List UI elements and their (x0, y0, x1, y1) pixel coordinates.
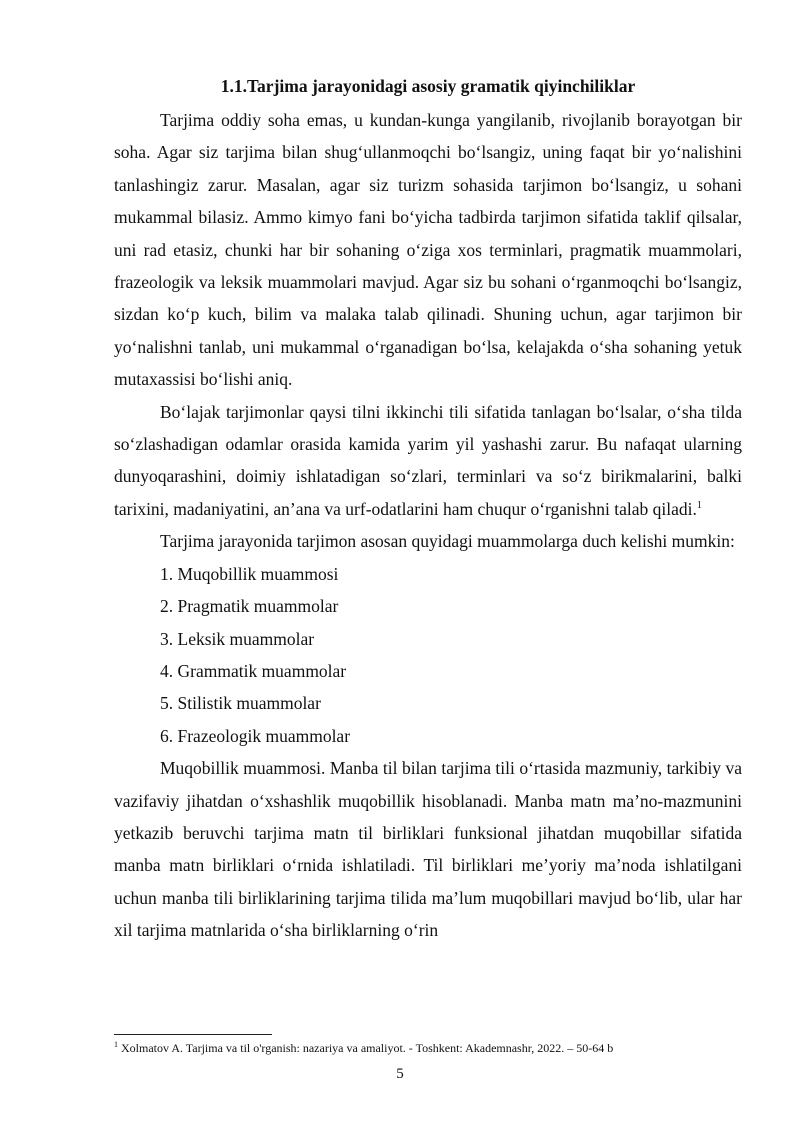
footnote-text: Xolmatov A. Tarjima va til o'rganish: nazariya va amaliyot. - Toshkent: Akademnashr, 2022. – 50-64 b (121, 1041, 614, 1055)
paragraph-translators (114, 396, 742, 526)
problems-list (114, 558, 742, 752)
section-heading: 1.1.Tarjima jarayonidagi asosiy gramatik qiyinchiliklar (220, 76, 636, 96)
page-number: 5 (396, 1066, 404, 1082)
footnote-reference[interactable]: 1 (696, 500, 702, 512)
paragraph-problems-intro: Tarjima jarayonida tarjimon asosan quyidagi muammolarga duch kelishi mumkin: (160, 531, 735, 552)
list-item: 6. Frazeologik muammolar (160, 725, 351, 746)
list-item: 4. Grammatik muammolar (160, 660, 347, 681)
footnote-number: 1 (114, 1040, 118, 1049)
document-page (114, 72, 742, 947)
paragraph-translators-text: Bo‘lajak tarjimonlar qaysi tilni ikkinchi tili sifatida tanlagan bo‘lsalar, o‘sha tilda so‘zlashadigan odamlar orasida kamida yarim yil yashashi zarur. Bu nafaqat ularning dunyoqarashini, doimiy ishlatadigan so‘zlari, terminlari va so‘z birikmalarini, balki tarixini, madaniyatini, an’ana va urf-odatlarini ham chuqur o‘rganishni talab qiladi. (114, 401, 742, 519)
list-item: 5. Stilistik muammolar (160, 693, 321, 714)
paragraph-equivalence: Muqobillik muammosi. Manba til bilan tarjima tili o‘rtasida mazmuniy, tarkibiy va vazifaviy jihatdan o‘xshashlik muqobillik hisoblanadi. Manba matn ma’no-mazmunini yetkazib beruvchi tarjima matn til birliklari funksional jihatdan muqobillar sifatida manba matn birliklari o‘rnida ishlatiladi. Til birliklari me’yoriy ma’noda ishlatilgani uchun manba tili birliklarining tarjima tilida ma’lum muqobillari mavjud bo‘lib, ular har xil tarjima matnlarida o‘sha birliklarning o‘rin (114, 758, 742, 941)
footnote (114, 1041, 754, 1055)
paragraph-intro: Tarjima oddiy soha emas, u kundan-kunga yangilanib, rivojlanib borayotgan bir soha. Agar siz tarjima bilan shug‘ullanmoqchi bo‘lsangiz, uning faqat bir yo‘nalishini tanlashingiz zarur. Masalan, agar siz turizm sohasida tarjimon bo‘lsangiz, u sohani mukammal bilasiz. Ammo kimyo fani bo‘yicha tadbirda tarjimon sifatida taklif qilsalar, uni rad etasiz, chunki har bir sohaning o‘ziga xos terminlari, pragmatik muammolari, frazeologik va leksik muammolari mavjud. Agar siz bu sohani o‘rganmoqchi bo‘lsangiz, sizdan ko‘p kuch, bilim va malaka talab qilinadi. Shuning uchun, agar tarjimon bir yo‘nalishni tanlab, uni mukammal o‘rganadigan bo‘lsa, kelajakda o‘sha sohaning yetuk mutaxassisi bo‘lishi aniq. (114, 110, 742, 390)
list-item: 1. Muqobillik muammosi (160, 563, 339, 584)
list-item: 2. Pragmatik muammolar (160, 596, 339, 617)
footnote-divider (114, 1034, 272, 1035)
list-item: 3. Leksik muammolar (160, 628, 315, 649)
